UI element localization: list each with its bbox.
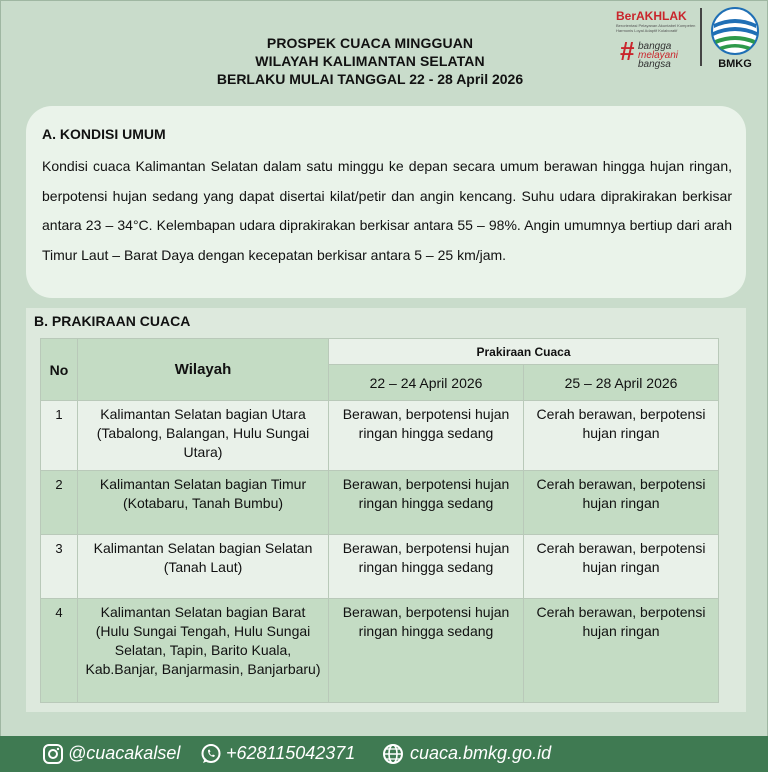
- row-no: 4: [41, 599, 78, 703]
- row-period1: Berawan, berpotensi hujan ringan hingga sedang: [329, 471, 524, 535]
- col-period1-header: 22 – 24 April 2026: [329, 365, 524, 401]
- instagram-icon[interactable]: [42, 743, 64, 765]
- header-title: PROSPEK CUACA MINGGUAN: [266, 35, 474, 51]
- table-row: [41, 401, 719, 471]
- header-region: WILAYAH KALIMANTAN SELATAN: [255, 53, 485, 69]
- row-period1: Berawan, berpotensi hujan ringan hingga sedang: [329, 535, 524, 599]
- berakhlak-logo: [616, 10, 696, 33]
- col-no-header: No: [41, 339, 78, 401]
- row-no: 1: [41, 401, 78, 471]
- website-link[interactable]: cuaca.bmkg.go.id: [410, 743, 552, 763]
- bangga-line3: bangsa: [638, 59, 671, 70]
- row-wilayah: Kalimantan Selatan bagian Timur (Kotabaru, Tanah Bumbu): [78, 471, 329, 535]
- table-row: [41, 535, 719, 599]
- table-row: [41, 471, 719, 535]
- contact-footer: [0, 736, 768, 772]
- section-a-title: A. KONDISI UMUM: [42, 126, 166, 142]
- col-period2-header: 25 – 28 April 2026: [524, 365, 719, 401]
- row-period2: Cerah berawan, berpotensi hujan ringan: [524, 535, 719, 599]
- row-wilayah: Kalimantan Selatan bagian Barat (Hulu Sungai Tengah, Hulu Sungai Selatan, Tapin, Barito Kuala, Kab.Banjar, Banjarmasin, Banjarbaru): [78, 599, 329, 703]
- row-no: 2: [41, 471, 78, 535]
- kondisi-umum-card: [26, 106, 746, 298]
- hash-icon: #: [620, 36, 635, 66]
- section-a-body: Kondisi cuaca Kalimantan Selatan dalam satu minggu ke depan secara umum berawan hingga hujan ringan, berpotensi hujan sedang yang dapat disertai kilat/petir dan angin kencang. Suhu udara diprakirakan berkisar antara 23 – 34°C. Kelembapan udara diprakirakan berkisar antara 55 – 98%. Angin umumnya bertiup dari arah Timur Laut – Barat Daya dengan kecepatan berkisar antara 5 – 25 km/jam.: [42, 158, 732, 263]
- header-validity: BERLAKU MULAI TANGGAL 22 - 28 April 2026: [216, 71, 524, 87]
- bangga-line1: bangga: [638, 41, 672, 52]
- row-period1: Berawan, berpotensi hujan ringan hingga sedang: [329, 599, 524, 703]
- page-header: [0, 34, 740, 88]
- forecast-table: [40, 338, 719, 703]
- col-wilayah-header: Wilayah: [78, 339, 329, 401]
- berakhlak-wordmark: BerAKHLAK: [616, 9, 687, 23]
- section-b-title: B. PRAKIRAAN CUACA: [34, 313, 191, 329]
- row-wilayah: Kalimantan Selatan bagian Utara (Tabalong, Balangan, Hulu Sungai Utara): [78, 401, 329, 471]
- bangga-line2: melayani: [638, 50, 679, 61]
- row-period2: Cerah berawan, berpotensi hujan ringan: [524, 599, 719, 703]
- row-period2: Cerah berawan, berpotensi hujan ringan: [524, 471, 719, 535]
- table-row: [41, 599, 719, 703]
- globe-icon[interactable]: [382, 743, 404, 765]
- berakhlak-tagline: Berorientasi Pelayanan Akuntabel Kompeten Harmonis Loyal Adaptif Kolaboratif: [616, 23, 696, 33]
- col-prakiraan-header: Prakiraan Cuaca: [329, 339, 719, 365]
- whatsapp-icon[interactable]: [200, 743, 222, 765]
- instagram-handle[interactable]: @cuacakalsel: [68, 743, 181, 763]
- whatsapp-number[interactable]: +628115042371: [226, 743, 356, 763]
- bmkg-label: BMKG: [718, 58, 752, 70]
- row-no: 3: [41, 535, 78, 599]
- row-period1: Berawan, berpotensi hujan ringan hingga sedang: [329, 401, 524, 471]
- row-period2: Cerah berawan, berpotensi hujan ringan: [524, 401, 719, 471]
- row-wilayah: Kalimantan Selatan bagian Selatan (Tanah Laut): [78, 535, 329, 599]
